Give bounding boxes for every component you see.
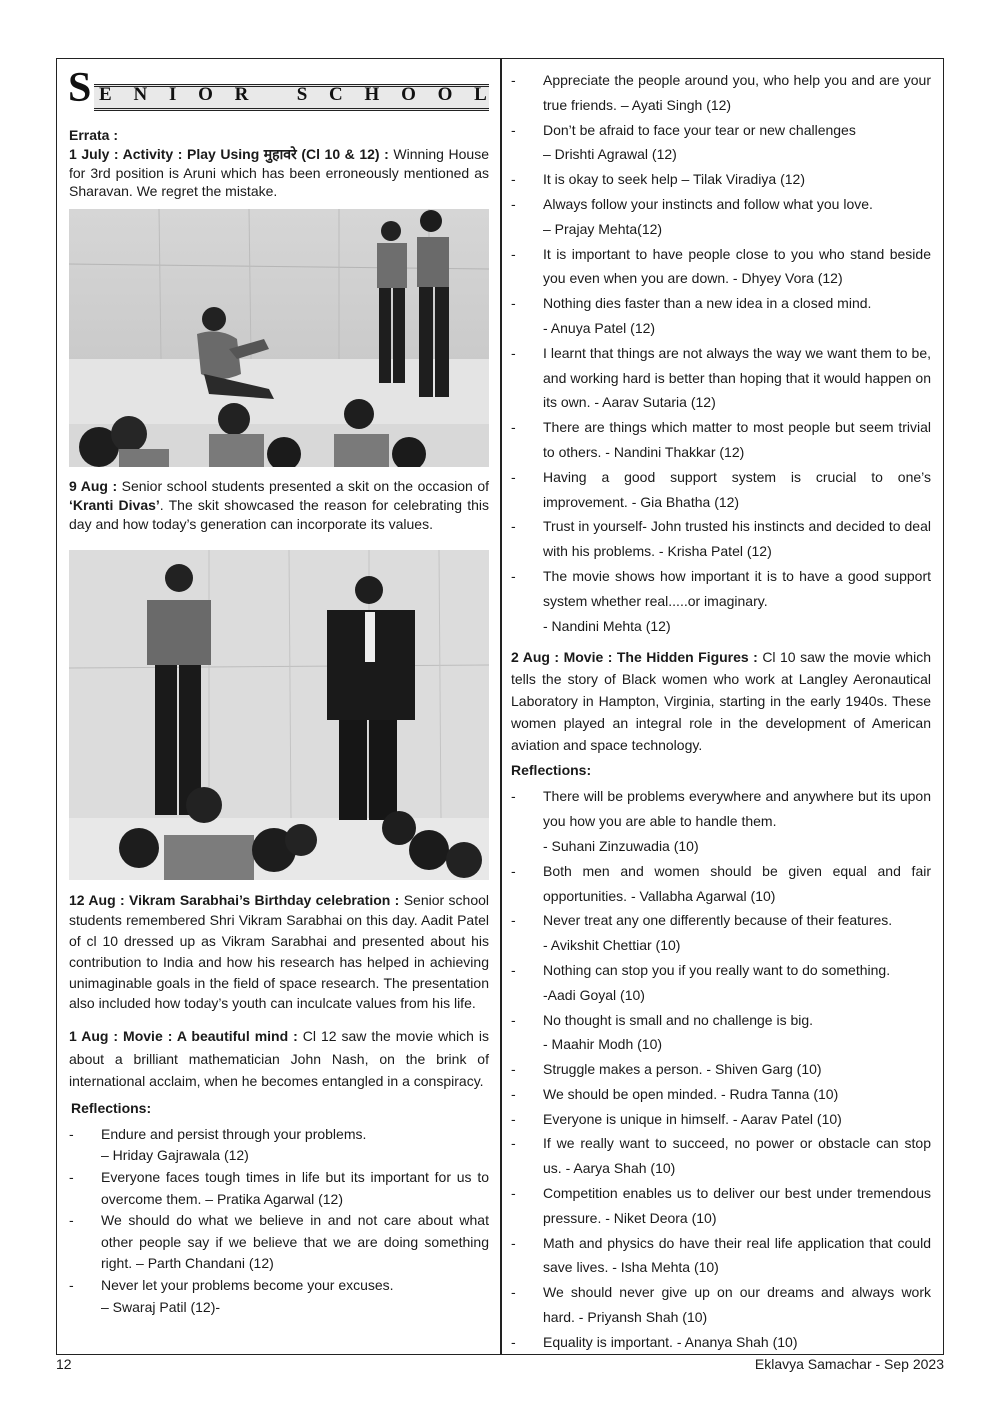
- title-letter: [270, 83, 275, 107]
- beautiful-mind-heading: 1 Aug : Movie : A beautiful mind :: [69, 1028, 298, 1045]
- reflection-text: Everyone is unique in himself.: [543, 1110, 729, 1127]
- sarabhai-body: Senior school students remembered Shri Vikram Sarabhai on this day. Aadit Patel of cl 10 dressed up as Vikram Sarabhai and presented about his contribution to India and how his research has helped in achieving unimaginable goals in the field of space research. The presentation also included how today’s youth can inculcate values from his life.: [69, 891, 490, 1012]
- skit-photo-image: [69, 209, 489, 467]
- reflections-label-left: Reflections:: [71, 1099, 152, 1116]
- bullet-dash: -: [511, 245, 516, 262]
- bullet-dash: -: [511, 171, 516, 188]
- reflection-item: [511, 784, 931, 858]
- reflection-item: [511, 341, 931, 415]
- reflection-text: Equality is important.: [543, 1333, 673, 1350]
- errata-heading: 1 July : Activity : Play Using मुहावरे (Cl 10 & 12) :: [69, 146, 389, 162]
- bullet-dash: -: [511, 788, 516, 805]
- reflection-item: [511, 192, 931, 242]
- reflection-author: - Isha Mehta (10): [608, 1259, 719, 1276]
- reflection-text: If we really want to succeed, no power or obstacle can stop us.: [543, 1135, 931, 1177]
- reflection-item: [511, 1280, 931, 1330]
- reflection-item: [511, 1131, 931, 1181]
- reflection-text: I learnt that things are not always the way we want them to be, and working hard is better than hoping that it would happen on its own.: [543, 344, 931, 411]
- reflection-author: - Nandini Thakkar (12): [601, 443, 745, 460]
- reflection-author: - Shiven Garg (10): [702, 1061, 822, 1078]
- title-letter: L: [474, 84, 487, 105]
- bullet-dash: -: [511, 468, 516, 485]
- reflection-item: [69, 1275, 489, 1318]
- reflection-author: -Aadi Goyal (10): [543, 986, 645, 1003]
- reflection-author: – Swaraj Patil (12)-: [101, 1298, 221, 1315]
- bullet-dash: -: [511, 121, 516, 138]
- reflection-text: There will be problems everywhere and anywhere but its upon you how you are able to handle them.: [543, 788, 931, 830]
- sarabhai-photo-image: [69, 550, 489, 880]
- bullet-dash: -: [511, 1185, 516, 1202]
- reflection-item: [511, 291, 931, 341]
- reflection-text: Trust in yourself- John trusted his instincts and decided to deal with his problems.: [543, 518, 931, 560]
- reflection-author: – Prajay Mehta(12): [543, 220, 663, 237]
- reflection-item: [511, 564, 931, 638]
- bullet-dash: -: [511, 961, 516, 978]
- reflection-author: – Parth Chandani (12): [132, 1255, 274, 1272]
- kranti-divas-body-b: . The skit showcased the reason for celebrating this day and how today’s generation can incorporate its values.: [69, 496, 489, 532]
- reflection-text: Never let your problems become your excuses.: [101, 1276, 394, 1293]
- reflection-item: [69, 1124, 489, 1167]
- title-letter: R: [234, 84, 249, 105]
- sarabhai-heading: 12 Aug : Vikram Sarabhai’s Birthday celebration :: [69, 891, 400, 908]
- bullet-dash: -: [511, 1085, 516, 1102]
- reflection-text: Both men and women should be given equal and fair opportunities.: [543, 862, 931, 904]
- bullet-dash: -: [511, 419, 516, 436]
- reflection-author: - Suhani Zinzuwadia (10): [543, 837, 699, 854]
- reflection-text: No thought is small and no challenge is big.: [543, 1011, 814, 1028]
- bullet-dash: -: [511, 1135, 516, 1152]
- sarabhai-text: [69, 890, 489, 1015]
- reflection-author: - Rudra Tanna (10): [717, 1085, 839, 1102]
- bullet-dash: -: [511, 344, 516, 361]
- title-letter: O: [198, 84, 213, 105]
- reflection-text: We should never give up on our dreams and always work hard.: [543, 1284, 931, 1326]
- title-letter: E: [99, 84, 112, 105]
- reflections-list-hidden-figures: [511, 784, 931, 1354]
- kranti-divas-date: 9 Aug :: [69, 477, 118, 494]
- reflection-text: Having a good support system is crucial to one’s improvement.: [543, 468, 931, 510]
- bullet-dash: -: [511, 295, 516, 312]
- bullet-dash: -: [511, 518, 516, 535]
- reflection-author: - Anuya Patel (12): [543, 319, 656, 336]
- reflections-list-beautiful-mind-cont: [511, 68, 931, 638]
- bullet-dash: -: [69, 1168, 74, 1185]
- bullet-dash: -: [511, 72, 516, 88]
- bullet-dash: -: [511, 1011, 516, 1028]
- reflection-text: Never treat any one differently because of their features.: [543, 912, 893, 929]
- reflection-item: [511, 1181, 931, 1231]
- reflection-item: [69, 1210, 489, 1275]
- publication-footer: Eklavya Samachar - Sep 2023: [754, 1356, 944, 1372]
- reflection-text: Nothing can stop you if you really want to do something.: [543, 961, 891, 978]
- reflection-author: - Niket Deora (10): [601, 1209, 717, 1226]
- left-column: [69, 58, 489, 1318]
- reflection-author: – Hriday Gajrawala (12): [101, 1147, 249, 1164]
- reflection-text: Math and physics do have their real life application that could save lives.: [543, 1234, 931, 1276]
- reflection-text: Everyone faces tough times in life but its important for us to overcome them.: [101, 1168, 489, 1207]
- hidden-figures-heading: 2 Aug : Movie : The Hidden Figures :: [511, 649, 758, 666]
- reflection-item: [511, 1330, 931, 1355]
- title-letter: O: [437, 84, 453, 105]
- reflection-item: [511, 68, 931, 118]
- reflection-text: Always follow your instincts and follow what you love.: [543, 195, 873, 212]
- reflection-author: – Tilak Viradiya (12): [677, 171, 805, 188]
- reflections-label-right: Reflections:: [511, 762, 592, 779]
- reflection-item: [511, 859, 931, 909]
- title-letter: N: [133, 84, 148, 105]
- reflection-item: [511, 1082, 931, 1107]
- bullet-dash: -: [511, 1284, 516, 1301]
- kranti-divas-body-a: Senior school students presented a skit on the occasion of: [117, 477, 489, 494]
- reflection-item: [511, 958, 931, 1008]
- skit-photo: [69, 209, 489, 467]
- right-column: [511, 58, 931, 1355]
- sarabhai-photo: [69, 550, 489, 880]
- reflection-author: - Vallabha Agarwal (10): [627, 887, 776, 904]
- reflection-author: - Aarav Patel (10): [729, 1110, 842, 1127]
- kranti-divas-highlight: ‘Kranti Divas’: [69, 496, 160, 513]
- reflection-author: – Pratika Agarwal (12): [201, 1190, 343, 1207]
- beautiful-mind-body: Cl 12 saw the movie which is about a brilliant mathematician John Nash, on the brink of international acclaim, when he becomes entangled in a conspiracy.: [69, 1028, 489, 1090]
- reflection-item: [511, 1231, 931, 1281]
- errata-body: Winning House for 3rd position is Aruni which has been erroneously mentioned as Sharavan. We regret the mistake.: [69, 146, 490, 199]
- reflection-item: [511, 242, 931, 292]
- column-divider: [500, 58, 502, 1355]
- reflection-text: It is okay to seek help: [543, 171, 678, 188]
- reflection-author: - Priyansh Shah (10): [574, 1309, 708, 1326]
- reflection-item: [511, 118, 931, 168]
- reflection-author: - Aarav Sutaria (12): [590, 394, 716, 411]
- reflection-author: - Nandini Mehta (12): [543, 617, 671, 634]
- bullet-dash: -: [511, 1061, 516, 1078]
- bullet-dash: -: [511, 1110, 516, 1127]
- bullet-dash: -: [511, 567, 516, 584]
- beautiful-mind-text: [69, 1025, 489, 1093]
- reflection-author: - Krisha Patel (12): [655, 543, 772, 560]
- reflection-author: - Dhyey Vora (12): [729, 270, 843, 287]
- reflections-list-left: [69, 1124, 489, 1318]
- reflection-text: It is important to have people close to you who stand beside you even when you are down.: [543, 245, 931, 287]
- reflection-text: Endure and persist through your problems.: [101, 1125, 367, 1142]
- bullet-dash: -: [511, 195, 516, 212]
- title-letter: S: [296, 84, 308, 105]
- reflection-item: [511, 465, 931, 515]
- reflection-author: - Maahir Modh (10): [543, 1036, 663, 1053]
- bullet-dash: -: [69, 1125, 74, 1142]
- reflection-text: Struggle makes a person.: [543, 1061, 703, 1078]
- reflection-text: There are things which matter to most people but seem trivial to others.: [543, 419, 931, 460]
- reflection-item: [511, 415, 931, 465]
- reflection-author: - Aarya Shah (10): [561, 1160, 676, 1177]
- title-letter: H: [364, 84, 380, 105]
- reflection-text: Appreciate the people around you, who help you and are your true friends.: [543, 72, 931, 113]
- title-initial: S: [68, 65, 92, 111]
- reflection-item: [511, 167, 931, 192]
- bullet-dash: -: [511, 1234, 516, 1251]
- kranti-divas-text: [69, 477, 489, 534]
- reflection-text: Competition enables us to deliver our best under tremendous pressure.: [543, 1185, 931, 1226]
- reflection-text: We should be open minded.: [543, 1085, 718, 1102]
- reflection-author: – Ayati Singh (12): [616, 96, 732, 113]
- reflection-item: [511, 1107, 931, 1132]
- page-number: 12: [56, 1356, 72, 1372]
- reflection-author: – Drishti Agrawal (12): [543, 146, 677, 163]
- errata-label: Errata :: [69, 127, 119, 143]
- bullet-dash: -: [69, 1212, 74, 1229]
- reflection-text: Don’t be afraid to face your tear or new challenges: [543, 121, 856, 138]
- reflection-text: Nothing dies faster than a new idea in a closed mind.: [543, 295, 872, 312]
- bullet-dash: -: [511, 1333, 516, 1350]
- reflection-item: [69, 1167, 489, 1210]
- errata-text: [69, 145, 489, 201]
- reflection-text: The movie shows how important it is to have a good support system whether real.....or imaginary.: [543, 567, 931, 609]
- hidden-figures-body: Cl 10 saw the movie which tells the story of Black women who work at Langley Aeronautical Laboratory in Hampton, Virginia, starting in the early 1940s. These women played an integral role in the development of American aviation and space technology.: [511, 649, 931, 754]
- title-letter: O: [401, 84, 416, 105]
- reflection-item: [511, 1008, 931, 1058]
- section-title: [68, 65, 489, 112]
- reflection-text: We should do what we believe in and not care about what other people say if we believe that we are doing something right.: [101, 1212, 489, 1272]
- errata-block: [69, 126, 489, 201]
- bullet-dash: -: [511, 912, 516, 929]
- reflection-item: [511, 1057, 931, 1082]
- reflection-item: [511, 514, 931, 564]
- reflection-item: [511, 908, 931, 958]
- bullet-dash: -: [69, 1276, 74, 1293]
- reflection-author: - Gia Bhatha (12): [627, 493, 740, 510]
- bullet-dash: -: [511, 862, 516, 879]
- title-letters: [99, 83, 487, 107]
- hidden-figures-text: [511, 646, 931, 756]
- reflection-author: - Ananya Shah (10): [672, 1333, 798, 1350]
- title-letter: I: [168, 84, 177, 105]
- title-letter: C: [329, 84, 343, 105]
- reflection-author: - Avikshit Chettiar (10): [543, 937, 681, 954]
